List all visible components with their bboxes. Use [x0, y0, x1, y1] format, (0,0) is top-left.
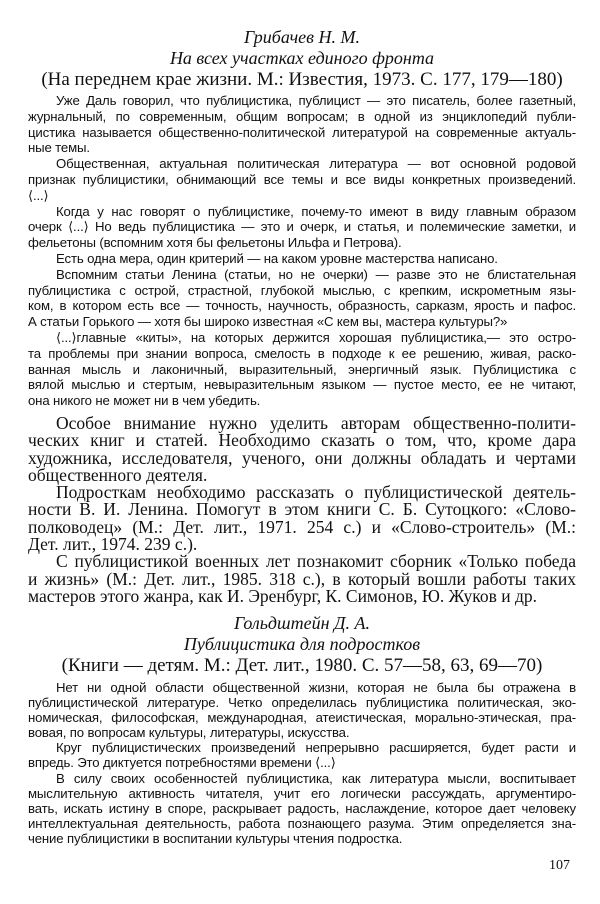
text-line: признак публицистики, обнимающий все темы и все виды конкретных произведений.	[28, 171, 576, 187]
text-line: общественного деятеля.	[28, 464, 208, 485]
section1-quote	[28, 93, 576, 409]
text-line: она никого не может ни в чем убедить.	[28, 393, 261, 409]
text-line: номическая, философская, международная, атеистическая, морально-этическая, пра-	[28, 710, 576, 726]
text-line: вовая, по вопросам культуры, литературы, искусства.	[28, 725, 350, 741]
text-line: Когда у нас говорят о публицистике, почему-то имеют в виду главным образом	[56, 203, 576, 219]
paragraph	[28, 771, 576, 846]
section2-title: Публицистика для подростков	[183, 634, 421, 654]
text-line: С публицистикой военных лет познакомит сборник «Только победа	[56, 551, 576, 572]
paragraph	[28, 204, 576, 251]
text-line: художника, исследователя, ученого, они должны обладать и чертами	[28, 447, 576, 468]
section2-author: Гольдштейн Д. А.	[234, 613, 370, 633]
text-line: мыслительную активность читателя, учит его логически рассуждать, аргументиро-	[28, 785, 576, 801]
text-line: В силу своих особенностей публицистика, как литература мысли, воспитывает	[56, 770, 576, 786]
text-line: ности В. И. Ленина. Помогут в этом книги С. Б. Сутоцкого: «Слово-	[28, 499, 576, 520]
text-line: журнальный, по современным, общим вопросам; в одной из энциклопедий публи-	[28, 108, 576, 124]
text-line: чение публицистики в воспитании культуры чтения подростка.	[28, 830, 403, 846]
paragraph	[28, 740, 576, 770]
text-line: вялой мыслью и стертым, невыразительным языком — пустое место, ее не читают,	[28, 377, 576, 393]
paragraph	[28, 553, 576, 605]
paragraph	[28, 330, 576, 409]
text-line: Нет ни одной области общественной жизни, которая не была бы отражена в	[56, 680, 576, 695]
text-line: впредь. Это диктуется потребностями времени ⟨...⟩	[28, 755, 336, 771]
text-line: фельетоны (вспомним хотя бы фельетоны Ильфа и Петрова).	[28, 235, 402, 251]
text-line: публицистической литературе. Четко определилась публицистика политическая, эко-	[28, 695, 576, 711]
text-line: ные темы.	[28, 140, 90, 156]
text-line: Есть одна мера, один критерий — на каком уровне мастерства написано.	[56, 250, 498, 266]
text-line: Уже Даль говорил, что публицистика, публицист — это писатель, более газетный,	[56, 93, 576, 108]
text-line: Особое внимание нужно уделить авторам общественно-полити-	[56, 413, 576, 433]
section2-heading	[28, 613, 576, 676]
section1-source: (На переднем крае жизни. М.: Известия, 1973. С. 177, 179—180)	[41, 69, 563, 90]
text-line: мастеров этого жанра, как И. Эренбург, К. Симонов, Ю. Жуков и др.	[28, 585, 537, 606]
text-line: Вспомним статьи Ленина (статьи, но не очерки) — разве это не блистательная	[56, 266, 576, 282]
text-line: А статьи Горького — хотя бы широко известная «С кем вы, мастера культуры?»	[28, 314, 508, 330]
text-line: вать, искать истину в споре, раскрывает радость, наслаждение, которое дает человеку	[28, 800, 576, 816]
text-line: Подросткам необходимо рассказать о публицистической деятель-	[56, 482, 576, 503]
paragraph	[28, 415, 576, 484]
paragraph	[28, 484, 576, 553]
text-line: та проблемы при знании вопроса, смелость в подходе к ее решению, живая, раско-	[28, 345, 576, 361]
section1-title: На всех участках единого фронта	[169, 48, 435, 68]
text-line: Дет. лит., 1974. 239 с.).	[28, 534, 198, 555]
paragraph	[28, 156, 576, 203]
text-line: интеллектуальная деятельность, работа познающего разума. Этим определяется зна-	[28, 815, 576, 831]
text-line: Круг публицистических произведений непрерывно расширяется, будет расти и	[56, 740, 576, 756]
text-line: цистика называется общественно-политической литературой на современные актуаль-	[28, 124, 576, 140]
text-line: Общественная, актуальная политическая литература — вот основной родовой	[56, 156, 576, 172]
paragraph	[28, 251, 576, 267]
text-line: ⟨...⟩главные «киты», на которых держится хорошая публицистика,— это остро-	[56, 329, 576, 345]
text-line: очерк ⟨...⟩ Но ведь публицистика — это и очерк, и статья, и полемические заметки, и	[28, 219, 576, 235]
section2-source: (Книги — детям. М.: Дет. лит., 1980. С. 57—58, 63, 69—70)	[61, 655, 543, 676]
paragraph	[28, 93, 576, 156]
section1-author: Грибачев Н. М.	[244, 27, 360, 47]
paragraph	[28, 267, 576, 330]
text-line: ⟨...⟩	[28, 187, 49, 203]
page-number: 107	[549, 858, 570, 873]
text-line: и жизнь» (М.: Дет. лит., 1985. 318 с.), в который вошли работы таких	[28, 568, 576, 589]
text-line: ванная мысль и лаконичный, выразительный, энергичный язык. Публицистика с	[28, 361, 576, 377]
section2-quote	[28, 680, 576, 846]
text-line: публицистика с острой, страстной, глубокой мыслью, с крепким, искрометным язы-	[28, 282, 576, 298]
paragraph	[28, 680, 576, 740]
text-line: полководец» (М.: Дет. лит., 1971. 254 с.) и «Слово-строитель» (М.:	[28, 516, 576, 537]
body-text	[28, 415, 576, 605]
section1-heading	[28, 27, 576, 90]
text-line: ком, в котором есть все — точность, научность, образность, сарказм, ярость и пафос.	[28, 298, 576, 314]
text-line: ческих книг и статей. Необходимо сказать о том, что, кроме дара	[28, 430, 576, 451]
